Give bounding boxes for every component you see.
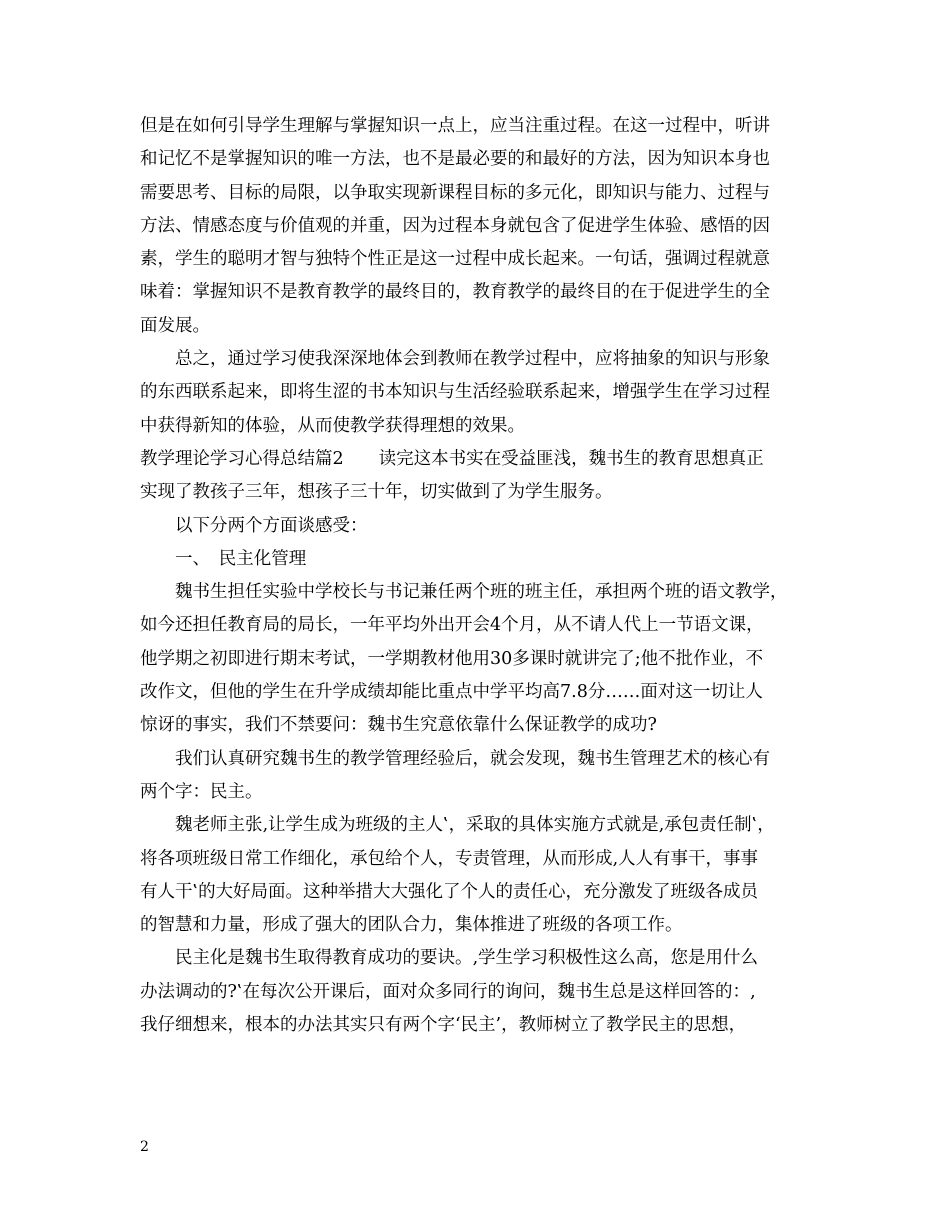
page-number: 2 <box>140 1139 149 1155</box>
text-line: 需要思考、目标的局限，以争取实现新课程目标的多元化，即知识与能力、过程与 <box>140 182 770 203</box>
text-line: 改作文，但他的学生在升学成绩却能比重点中学平均高7.8分……面对这一切让人 <box>140 682 763 703</box>
text-line: 两个字：民主。 <box>140 781 263 802</box>
text-line: 的智慧和力量，形成了强大的团队合力，集体推进了班级的各项工作。 <box>140 915 683 936</box>
text-line: 我们认真研究魏书生的教学管理经验后，就会发现，魏书生管理艺术的核心有 <box>175 748 770 769</box>
text-line: 魏老师主张‚让学生成为班级的主人‛，采取的具体实施方式就是‚承包责任制‛， <box>175 815 775 836</box>
text-line: 素，学生的聪明才智与独特个性正是这一过程中成长起来。一句话，强调过程就意 <box>140 249 770 270</box>
text-line: 惊讶的事实，我们不禁要问：魏书生究意依靠什么保证教学的成功? <box>140 715 657 736</box>
text-line: 中获得新知的体验，从而使教学获得理想的效果。 <box>140 415 525 436</box>
text-line: 的东西联系起来，即将生涩的书本知识与生活经验联系起来，增强学生在学习过程 <box>140 382 770 403</box>
text-line: 味着：掌握知识不是教育教学的最终目的，教育教学的最终目的在于促进学生的全 <box>140 282 770 303</box>
text-line: 实现了教孩子三年，想孩子三十年，切实做到了为学生服务。 <box>140 482 613 503</box>
text-line: 以下分两个方面谈感受： <box>175 515 368 536</box>
text-line: 有人干‛的大好局面。这种举措大大强化了个人的责任心，充分激发了班级各成员 <box>140 881 759 902</box>
text-line: 面发展。 <box>140 315 210 336</box>
text-line: 他学期之初即进行期末考试，一学期教材他用30多课时就讲完了;他不批作业，不 <box>140 648 764 669</box>
text-line: 总之，通过学习使我深深地体会到教师在教学过程中，应将抽象的知识与形象 <box>175 349 770 370</box>
body-text <box>140 110 820 1042</box>
text-line: 教学理论学习心得总结篇2 读完这本书实在受益匪浅，魏书生的教育思想真正 <box>140 448 764 469</box>
text-line: 将各项班级日常工作细化，承包给个人，专责管理，从而形成‚人人有事干，事事 <box>140 848 759 869</box>
text-line: 办法调动的?‛在每次公开课后，面对众多同行的询问，魏书生总是这样回答的：‚ <box>140 981 756 1002</box>
text-line: 民主化是魏书生取得教育成功的要诀。‚学生学习积极性这么高，您是用什么 <box>175 948 759 969</box>
text-line: 我仔细想来，根本的办法其实只有两个字‘民主’，教师树立了教学民主的思想， <box>140 1015 747 1036</box>
text-line: 和记忆不是掌握知识的唯一方法，也不是最必要的和最好的方法，因为知识本身也 <box>140 149 770 170</box>
text-line: 方法、情感态度与价值观的并重，因为过程本身就包含了促进学生体验、感悟的因 <box>140 215 770 236</box>
text-line: 一、 民主化管理 <box>175 548 307 569</box>
text-line: 但是在如何引导学生理解与掌握知识一点上，应当注重过程。在这一过程中，听讲 <box>140 116 770 136</box>
text-line: 如今还担任教育局的局长，一年平均外出开会4个月，从不请人代上一节语文课， <box>140 615 764 636</box>
text-line: 魏书生担任实验中学校长与书记兼任两个班的班主任，承担两个班的语文教学， <box>175 582 788 603</box>
